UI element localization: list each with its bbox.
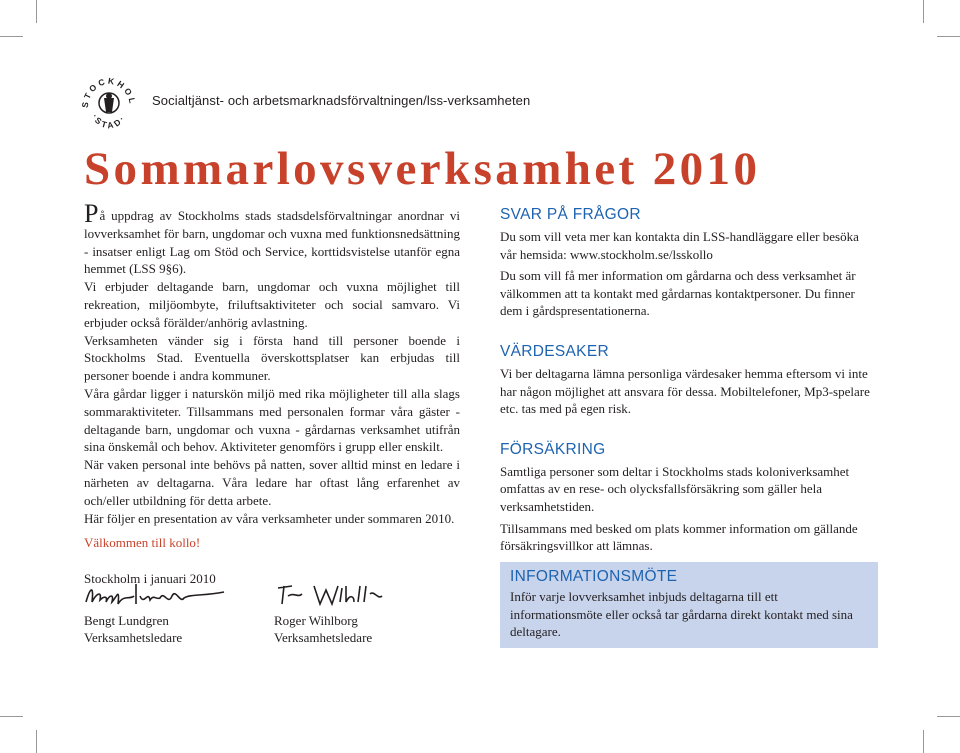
section-heading: SVAR PÅ FRÅGOR bbox=[500, 206, 641, 223]
department-header: Socialtjänst- och arbetsmarknadsförvaltningen/lss-verksamheten bbox=[152, 93, 531, 108]
crop-mark bbox=[937, 716, 960, 717]
right-column bbox=[500, 205, 878, 577]
svg-text:·STAD·: ·STAD· bbox=[90, 112, 128, 131]
section-svar-pa-fragor bbox=[500, 205, 878, 320]
body-paragraph: Här följer en presentation av våra verksamheter under sommaren 2010. bbox=[84, 510, 455, 526]
crop-mark bbox=[937, 36, 960, 37]
body-paragraph: När vaken personal inte behövs på natten, sover alltid minst en ledare i närheten av deltagarna. Våra ledare har oftast lång erfarenhet av och/eller utbildning för detta arbete. bbox=[84, 457, 460, 508]
left-column bbox=[84, 199, 460, 588]
body-paragraph: Våra gårdar ligger i naturskön miljö med rika möjligheter till alla slags sommaraktiviteter. Tillsammans med personalen formar våra gäster - deltagande barn, ungdomar och vuxna - gårdarnas verksamhet utifrån sina önskemål och behov. Aktiviteter genomförs i grupp eller enskilt. bbox=[84, 385, 460, 455]
section-paragraph: Samtliga personer som deltar i Stockholms stads koloniverksamhet omfattas av en rese- och olycksfallsförsäkring som gäller hela verksamhetstiden. bbox=[500, 463, 850, 514]
signer-role: Verksamhetsledare bbox=[274, 630, 373, 645]
crop-mark bbox=[0, 36, 23, 37]
svg-text:STOCKHOLMS: STOCKHOL bbox=[80, 75, 138, 109]
signer-name: Bengt Lundgren bbox=[84, 613, 169, 628]
signatures bbox=[84, 580, 484, 650]
crop-mark bbox=[36, 730, 37, 753]
section-paragraph: Du som vill veta mer kan kontakta din LSS-handläggare eller besöka vår hemsida: www.stockholm.se/lsskollo bbox=[500, 229, 859, 262]
crop-mark bbox=[36, 0, 37, 23]
section-forsakring bbox=[500, 440, 878, 555]
crop-mark bbox=[923, 730, 924, 753]
handwritten-signature bbox=[84, 580, 234, 610]
crop-mark bbox=[0, 716, 23, 717]
section-paragraph: Vi ber deltagarna lämna personliga värdesaker hemma eftersom vi inte har någon möjlighet att ansvara för dessa. Mobiltelefoner, Mp3-spelare etc. tas med på egen risk. bbox=[500, 365, 870, 417]
infobox-text: Inför varje lovverksamhet inbjuds deltagarna till ett informationsmöte eller också tar gårdarna direkt kontakt med sina deltagare. bbox=[510, 589, 853, 640]
page-title: Sommarlovsverksamhet 2010 bbox=[84, 143, 761, 195]
signature-block bbox=[84, 580, 234, 646]
intro-text: å uppdrag av Stockholms stads stadsdelsförvaltningar anordnar vi lovverksamhet för barn, ungdomar och vuxna med funktionsnedsättning - insatser enligt Lag om Stöd och Service, korttidsvistelse utanför egna hemmet (LSS 9§6). bbox=[84, 208, 460, 277]
signer-name: Roger Wihlborg bbox=[274, 613, 358, 628]
handwritten-signature bbox=[274, 580, 394, 610]
signature-block bbox=[274, 580, 394, 646]
crop-mark bbox=[923, 0, 924, 23]
dateline: Stockholm i januari 2010 bbox=[84, 571, 216, 587]
body-paragraph: Verksamheten vänder sig i första hand till personer boende i Stockholms Stad. Eventuella överskottsplatser kan erbjudas till personer boende i andra kommuner. bbox=[84, 332, 460, 384]
infobox-heading: INFORMATIONSMÖTE bbox=[510, 568, 678, 585]
section-heading: FÖRSÄKRING bbox=[500, 440, 606, 458]
intro-paragraph bbox=[84, 199, 460, 278]
body-paragraph: Vi erbjuder deltagande barn, ungdomar och vuxna möjlighet till rekreation, miljöombyte, friluftsaktiviteter och social samvaro. Vi erbjuder också förälder/anhörig avlastning. bbox=[84, 279, 460, 330]
informationsmote-box bbox=[500, 562, 878, 648]
section-heading: VÄRDESAKER bbox=[500, 342, 609, 360]
section-vardesaker bbox=[500, 342, 878, 418]
section-paragraph: Du som vill få mer information om gårdarna och dess verksamhet är välkommen att ta kontakt med gårdarnas kontaktpersoner. Du finner dem i gårdspresentationerna. bbox=[500, 268, 856, 319]
drop-cap: P bbox=[84, 199, 99, 228]
welcome-text: Välkommen till kollo! bbox=[84, 535, 201, 551]
section-paragraph: Tillsammans med besked om plats kommer information om gällande försäkringsvillkor att lämnas. bbox=[500, 520, 858, 554]
signer-role: Verksamhetsledare bbox=[84, 630, 183, 645]
stockholms-stad-logo bbox=[80, 68, 138, 138]
